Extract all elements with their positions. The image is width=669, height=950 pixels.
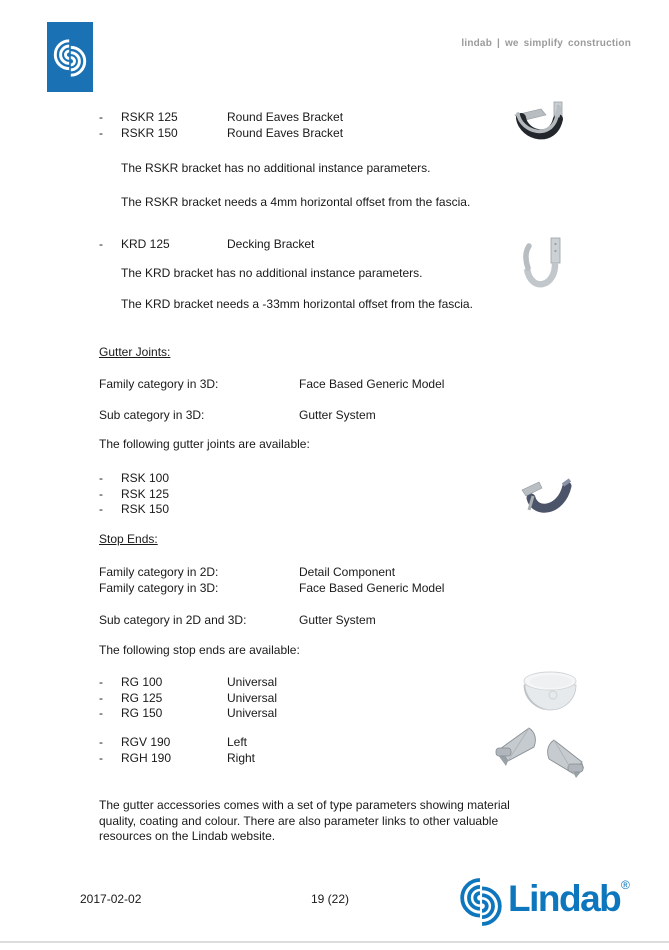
bullet: -	[99, 486, 103, 501]
product-code: RG 125	[121, 690, 163, 705]
product-code: KRD 125	[121, 237, 170, 251]
product-desc: Decking Bracket	[227, 237, 315, 251]
gutter-joints-heading: Gutter Joints:	[99, 345, 171, 359]
rings-icon	[52, 38, 88, 78]
list-item	[99, 691, 277, 707]
list-item	[99, 487, 227, 503]
list-item	[99, 237, 314, 253]
rg-stop-end-list	[99, 675, 277, 722]
definition-value: Gutter System	[299, 408, 376, 422]
definition-value: Gutter System	[299, 613, 376, 627]
product-code: RSK 100	[121, 471, 170, 485]
list-item	[99, 706, 277, 722]
bullet: -	[99, 750, 103, 765]
lindab-rings-logo-icon	[47, 22, 93, 92]
definition-row	[99, 565, 444, 581]
page-bottom-divider	[0, 941, 669, 943]
product-code: RSKR 125	[121, 110, 178, 124]
product-code: RG 100	[121, 675, 163, 689]
list-item	[99, 110, 343, 126]
rgv-rgh-stop-end-list	[99, 735, 255, 766]
rsk-joint-list	[99, 471, 227, 518]
rg-stop-end-photo	[520, 669, 580, 715]
rskr-paragraph-2: The RSKR bracket needs a 4mm horizontal offset from the fascia.	[121, 195, 471, 209]
bullet: -	[99, 675, 103, 689]
definition-row	[99, 408, 376, 424]
definition-row	[99, 613, 376, 629]
footer-brand-text: Lindab	[508, 878, 621, 919]
product-code: RSK 150	[121, 502, 170, 516]
product-desc: Round Eaves Bracket	[227, 125, 344, 140]
rings-icon	[458, 876, 504, 928]
stop-ends-intro: The following stop ends are available:	[99, 643, 300, 657]
bullet: -	[99, 125, 103, 140]
definition-value: Detail Component	[299, 565, 396, 579]
product-desc: Universal	[227, 675, 278, 689]
stop-ends-rows	[99, 565, 444, 596]
list-item	[99, 126, 343, 142]
product-desc: Universal	[227, 690, 278, 705]
rskr-bracket-list	[99, 110, 343, 141]
definition-row	[99, 377, 444, 393]
bullet: -	[99, 237, 103, 251]
krd-paragraph-1: The KRD bracket has no additional instance parameters.	[121, 266, 423, 280]
product-code: RSKR 150	[121, 125, 178, 140]
bullet: -	[99, 735, 103, 749]
stop-ends-heading: Stop Ends:	[99, 532, 158, 546]
closing-paragraph	[99, 798, 510, 845]
definition-label: Sub category in 2D and 3D:	[99, 613, 247, 627]
definition-label: Sub category in 3D:	[99, 408, 205, 422]
definition-label: Family category in 2D:	[99, 565, 219, 579]
closing-line: The gutter accessories comes with a set of type parameters showing material	[99, 798, 510, 812]
definition-value: Face Based Generic Model	[299, 580, 445, 595]
product-code: RSK 125	[121, 486, 170, 501]
definition-label: Family category in 3D:	[99, 580, 219, 595]
footer-date: 2017-02-02	[80, 892, 142, 906]
product-code: RG 150	[121, 706, 163, 720]
definition-value: Face Based Generic Model	[299, 377, 445, 391]
definition-label: Family category in 3D:	[99, 377, 219, 391]
list-item	[99, 502, 227, 518]
bullet: -	[99, 110, 103, 124]
krd-paragraph-2: The KRD bracket needs a -33mm horizontal offset from the fascia.	[121, 297, 473, 311]
rgv-rgh-stop-ends-photo	[494, 722, 588, 780]
gutter-joints-intro: The following gutter joints are available:	[99, 437, 310, 451]
product-desc: Round Eaves Bracket	[227, 110, 344, 124]
product-desc: Right	[227, 750, 256, 765]
registered-trademark-symbol: ®	[621, 878, 630, 892]
closing-line: resources on the Lindab website.	[99, 829, 276, 843]
footer-lindab-logo	[458, 874, 648, 930]
krd-bracket-list	[99, 237, 314, 253]
list-item	[99, 751, 255, 767]
product-desc: Left	[227, 735, 248, 749]
rskr-round-eaves-bracket-photo	[513, 101, 569, 147]
bullet: -	[99, 502, 103, 516]
header-tagline: lindab | we simplify construction	[461, 38, 631, 49]
bullet: -	[99, 690, 103, 705]
list-item	[99, 675, 277, 691]
product-desc: Universal	[227, 706, 278, 720]
product-code: RGV 190	[121, 735, 171, 749]
closing-line: quality, coating and colour. There are also parameter links to other valuable	[99, 813, 499, 828]
bullet: -	[99, 471, 103, 485]
product-code: RGH 190	[121, 750, 172, 765]
rsk-gutter-joint-photo	[516, 476, 572, 520]
list-item	[99, 471, 227, 487]
krd-decking-bracket-photo	[519, 237, 569, 302]
list-item	[99, 735, 255, 751]
rskr-paragraph-1: The RSKR bracket has no additional instance parameters.	[121, 161, 431, 175]
definition-row	[99, 581, 444, 597]
footer-page-number: 19 (22)	[311, 892, 350, 906]
bullet: -	[99, 706, 103, 720]
